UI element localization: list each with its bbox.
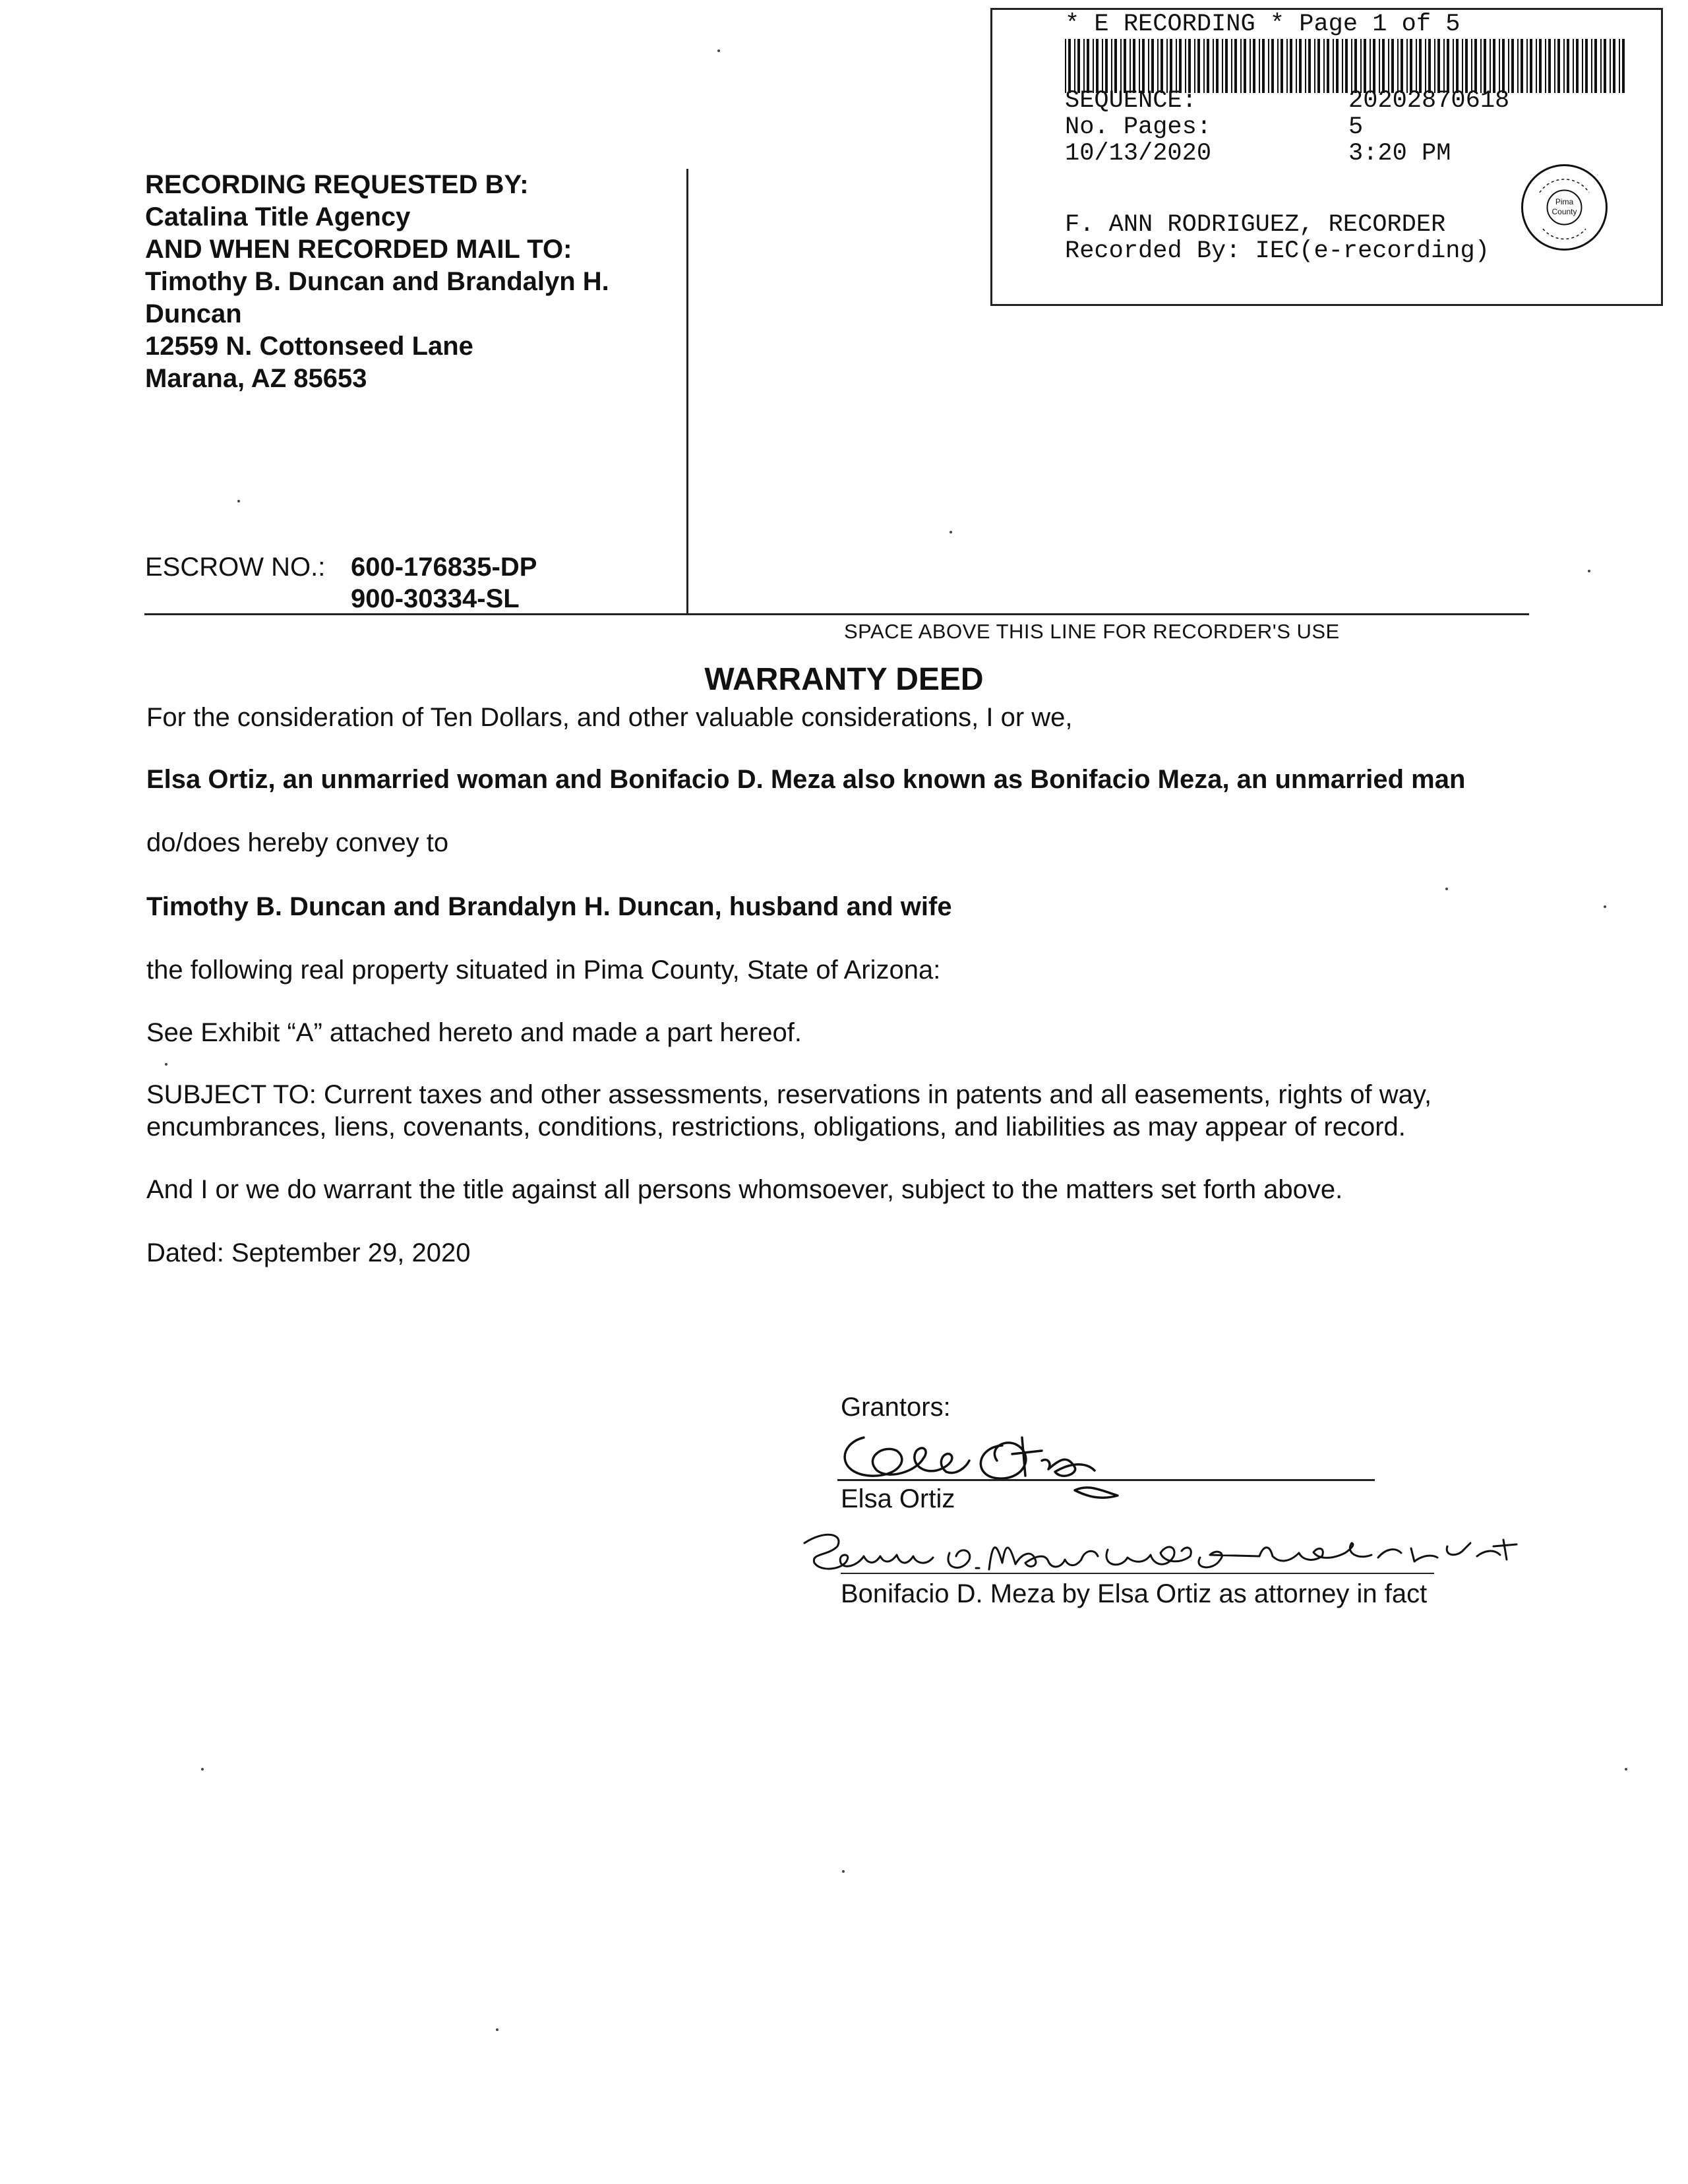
barcode-bar xyxy=(1364,39,1366,93)
barcode xyxy=(1065,39,1632,93)
grantors-label: Grantors: xyxy=(841,1393,951,1422)
barcode-bar xyxy=(1456,39,1459,93)
barcode-bar xyxy=(1231,39,1232,93)
barcode-bar xyxy=(1120,39,1122,93)
barcode-bar xyxy=(1271,39,1274,93)
consideration-text: For the consideration of Ten Dollars, and other valuable considerations, I or we, xyxy=(146,703,1073,732)
barcode-bar xyxy=(1391,39,1394,93)
recorder-stamp xyxy=(990,8,1663,306)
barcode-bar xyxy=(1262,39,1265,93)
barcode-bar xyxy=(1582,39,1583,93)
barcode-bar xyxy=(1345,39,1348,93)
scan-speck xyxy=(717,49,720,52)
barcode-bar xyxy=(1517,39,1519,93)
convey-text: do/does hereby convey to xyxy=(146,828,449,857)
recording-header xyxy=(145,169,609,395)
barcode-bar xyxy=(1130,39,1131,93)
barcode-bar xyxy=(1428,39,1431,93)
barcode-bar xyxy=(1213,39,1214,93)
scan-speck xyxy=(496,2028,498,2031)
barcode-bar xyxy=(1604,39,1606,93)
barcode-bar xyxy=(1600,39,1602,93)
barcode-bar xyxy=(1502,39,1505,93)
barcode-bar xyxy=(1490,39,1491,93)
barcode-bar xyxy=(1419,39,1422,93)
scan-speck xyxy=(165,1063,167,1066)
barcode-bar xyxy=(1188,39,1191,93)
scan-speck xyxy=(842,1870,845,1873)
barcode-bar xyxy=(1268,39,1269,93)
recorder-space-line xyxy=(144,613,1529,615)
barcode-bar xyxy=(1083,39,1085,93)
scan-speck xyxy=(1625,1768,1627,1771)
signer-1-name: Elsa Ortiz xyxy=(841,1484,955,1513)
barcode-bar xyxy=(1453,39,1454,93)
barcode-bar xyxy=(1563,39,1565,93)
scan-speck xyxy=(1588,570,1590,572)
stamp-page-line: * E RECORDING * Page 1 of 5 xyxy=(1065,11,1461,38)
barcode-bar xyxy=(1087,39,1089,93)
mail-to-line2: Duncan xyxy=(145,299,242,328)
barcode-bar xyxy=(1176,39,1177,93)
barcode-bar xyxy=(1151,39,1154,93)
barcode-bar xyxy=(1308,39,1311,93)
barcode-bar xyxy=(1576,39,1579,93)
escrow-number-2: 900-30334-SL xyxy=(351,584,520,613)
barcode-bar xyxy=(1370,39,1371,93)
barcode-bar xyxy=(1360,39,1362,93)
header-divider-vertical xyxy=(686,169,688,614)
barcode-bar xyxy=(1296,39,1297,93)
barcode-bar xyxy=(1185,39,1186,93)
barcode-bar xyxy=(1443,39,1445,93)
barcode-bar xyxy=(1585,39,1588,93)
barcode-bar xyxy=(1508,39,1509,93)
pages-value: 5 xyxy=(1348,113,1364,141)
subject-to-line1: SUBJECT TO: Current taxes and other assessments, reservations in patents and all easements, rights of way, xyxy=(146,1080,1432,1109)
barcode-bar xyxy=(1379,39,1380,93)
barcode-bar xyxy=(1148,39,1149,93)
barcode-bar xyxy=(1102,39,1103,93)
barcode-bar xyxy=(1567,39,1569,93)
barcode-bar xyxy=(1573,39,1574,93)
barcode-bar xyxy=(1342,39,1343,93)
subject-to-line2: encumbrances, liens, covenants, conditions, restrictions, obligations, and liabilities as may appear of record. xyxy=(146,1112,1406,1141)
barcode-bar xyxy=(1401,39,1403,93)
grantees-text: Timothy B. Duncan and Brandalyn H. Duncan, husband and wife xyxy=(146,892,952,921)
barcode-bar xyxy=(1511,39,1514,93)
sequence-value: 20202870618 xyxy=(1348,87,1510,115)
barcode-bar xyxy=(1093,39,1094,93)
barcode-bar xyxy=(1557,39,1560,93)
barcode-bar xyxy=(1277,39,1279,93)
barcode-bar xyxy=(1250,39,1251,93)
barcode-bar xyxy=(1613,39,1615,93)
barcode-bar xyxy=(1327,39,1329,93)
scan-speck xyxy=(201,1768,204,1771)
barcode-bar xyxy=(1530,39,1532,93)
barcode-bar xyxy=(1594,39,1597,93)
barcode-bar xyxy=(1410,39,1412,93)
record-date: 10/13/2020 xyxy=(1065,140,1212,167)
barcode-bar xyxy=(1610,39,1611,93)
property-text: the following real property situated in Pima County, State of Arizona: xyxy=(146,956,941,985)
barcode-bar xyxy=(1323,39,1325,93)
barcode-bar xyxy=(1499,39,1500,93)
barcode-bar xyxy=(1077,39,1080,93)
barcode-bar xyxy=(1554,39,1555,93)
warrant-text: And I or we do warrant the title against all persons whomsoever, subject to the matters set forth above. xyxy=(146,1175,1343,1204)
requested-by: Catalina Title Agency xyxy=(145,202,411,231)
recorded-by: Recorded By: IEC(e-recording) xyxy=(1065,237,1490,265)
requested-by-label: RECORDING REQUESTED BY: xyxy=(145,170,529,199)
signer-2-name: Bonifacio D. Meza by Elsa Ortiz as attorney in fact xyxy=(841,1579,1428,1608)
barcode-bar xyxy=(1065,39,1066,93)
barcode-bar xyxy=(1373,39,1375,93)
barcode-bar xyxy=(1179,39,1182,93)
recorder-name: F. ANN RODRIGUEZ, RECORDER xyxy=(1065,211,1446,239)
scan-speck xyxy=(1445,888,1448,890)
barcode-bar xyxy=(1397,39,1399,93)
barcode-bar xyxy=(1462,39,1463,93)
svg-text:County: County xyxy=(1552,207,1577,216)
barcode-bar xyxy=(1416,39,1417,93)
barcode-bar xyxy=(1484,39,1486,93)
barcode-bar xyxy=(1286,39,1288,93)
barcode-bar xyxy=(1536,39,1537,93)
barcode-bar xyxy=(1351,39,1352,93)
barcode-bar xyxy=(1406,39,1408,93)
address-line1: 12559 N. Cottonseed Lane xyxy=(145,332,473,361)
barcode-bar xyxy=(1336,39,1339,93)
dated-text: Dated: September 29, 2020 xyxy=(146,1238,471,1267)
barcode-bar xyxy=(1388,39,1389,93)
barcode-bar xyxy=(1437,39,1440,93)
document-title: WARRANTY DEED xyxy=(704,662,984,697)
record-time: 3:20 PM xyxy=(1348,140,1451,167)
barcode-bar xyxy=(1096,39,1099,93)
barcode-bar xyxy=(1160,39,1163,93)
barcode-bar xyxy=(1203,39,1205,93)
barcode-bar xyxy=(1471,39,1472,93)
barcode-bar xyxy=(1225,39,1228,93)
barcode-bar xyxy=(1548,39,1551,93)
barcode-bar xyxy=(1222,39,1223,93)
signature-line-2 xyxy=(841,1573,1434,1574)
grantors-text: Elsa Ortiz, an unmarried woman and Bonifacio D. Meza also known as Bonifacio Meza, an unmarried man xyxy=(146,765,1466,794)
barcode-bar xyxy=(1305,39,1306,93)
barcode-bar xyxy=(1105,39,1108,93)
barcode-bar xyxy=(1157,39,1159,93)
escrow-label: ESCROW NO.: xyxy=(145,553,326,582)
escrow-number-1: 600-176835-DP xyxy=(351,553,537,582)
signature-bonifacio-meza xyxy=(798,1517,1523,1589)
barcode-bar xyxy=(1207,39,1209,93)
county-seal-icon xyxy=(1520,163,1609,252)
barcode-bar xyxy=(1465,39,1468,93)
barcode-bar xyxy=(1539,39,1542,93)
barcode-bar xyxy=(1253,39,1255,93)
barcode-bar xyxy=(1619,39,1620,93)
barcode-bar xyxy=(1216,39,1219,93)
barcode-bar xyxy=(1111,39,1112,93)
barcode-bar xyxy=(1425,39,1426,93)
scan-speck xyxy=(950,531,952,533)
escrow-block xyxy=(145,551,537,615)
barcode-bar xyxy=(1074,39,1075,93)
barcode-bar xyxy=(1447,39,1449,93)
barcode-bar xyxy=(1240,39,1242,93)
barcode-bar xyxy=(1354,39,1357,93)
barcode-bar xyxy=(1434,39,1435,93)
recorder-use-caption: SPACE ABOVE THIS LINE FOR RECORDER'S USE xyxy=(844,620,1340,643)
barcode-bar xyxy=(1333,39,1334,93)
address-line2: Marana, AZ 85653 xyxy=(145,364,367,393)
barcode-bar xyxy=(1142,39,1145,93)
barcode-bar xyxy=(1521,39,1523,93)
barcode-bar xyxy=(1068,39,1071,93)
barcode-bar xyxy=(1290,39,1292,93)
barcode-bar xyxy=(1170,39,1172,93)
barcode-bar xyxy=(1197,39,1200,93)
barcode-bar xyxy=(1493,39,1495,93)
barcode-bar xyxy=(1299,39,1302,93)
barcode-bar xyxy=(1124,39,1126,93)
barcode-bar xyxy=(1545,39,1546,93)
scan-speck xyxy=(1604,905,1606,908)
sequence-label: SEQUENCE: xyxy=(1065,87,1197,115)
barcode-bar xyxy=(1317,39,1320,93)
barcode-bar xyxy=(1314,39,1315,93)
barcode-bar xyxy=(1114,39,1117,93)
exhibit-text: See Exhibit “A” attached hereto and made a part hereof. xyxy=(146,1018,802,1047)
mail-to-label: AND WHEN RECORDED MAIL TO: xyxy=(145,235,572,264)
barcode-bar xyxy=(1139,39,1140,93)
scan-speck xyxy=(237,500,240,502)
barcode-bar xyxy=(1244,39,1246,93)
barcode-bar xyxy=(1474,39,1477,93)
barcode-bar xyxy=(1166,39,1168,93)
barcode-bar xyxy=(1259,39,1260,93)
barcode-bar xyxy=(1133,39,1135,93)
barcode-bar xyxy=(1526,39,1528,93)
barcode-bar xyxy=(1622,39,1625,93)
barcode-bar xyxy=(1480,39,1482,93)
barcode-bar xyxy=(1382,39,1385,93)
svg-text:Pima: Pima xyxy=(1555,197,1574,206)
signature-line-1 xyxy=(837,1479,1375,1481)
barcode-bar xyxy=(1591,39,1592,93)
barcode-bar xyxy=(1194,39,1195,93)
mail-to-line1: Timothy B. Duncan and Brandalyn H. xyxy=(145,267,609,296)
pages-label: No. Pages: xyxy=(1065,113,1212,141)
barcode-bar xyxy=(1281,39,1283,93)
barcode-bar xyxy=(1234,39,1237,93)
